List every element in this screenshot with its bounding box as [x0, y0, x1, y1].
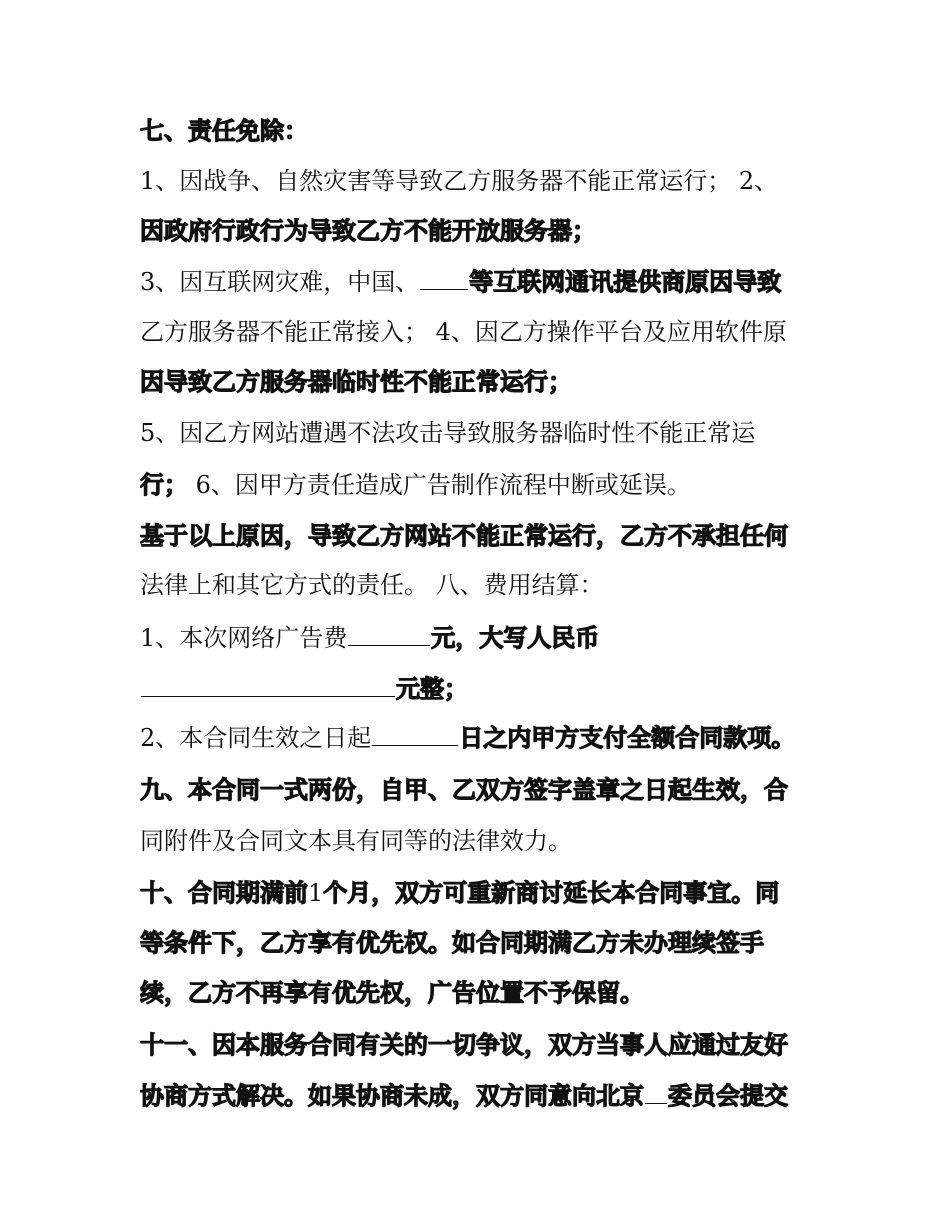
text-run: 九、本合同一式两份，自甲、乙双方签字盖章之日起生效，合 [140, 776, 788, 804]
text-run: 续，乙方不再享有优先权，广告位置不予保留。 [140, 979, 644, 1007]
clause-line [140, 875, 820, 911]
text-run: 等互联网通讯提供商原因导致 [469, 268, 782, 296]
fee-line [140, 620, 820, 656]
text-run: 个月，双方可重新商讨延长本合同事宜。同 [323, 879, 780, 907]
blank-field[interactable] [645, 1081, 667, 1104]
text-run: 协商方式解决。如果协商未成，双方同意向北京 [140, 1082, 644, 1110]
text-run: 3、因互联网灾难，中国、 [140, 268, 420, 296]
fee-line [140, 671, 820, 707]
fee-amount-field[interactable] [348, 623, 430, 646]
text-run: 十一、因本服务合同有关的一切争议，双方当事人应通过友好 [140, 1031, 788, 1059]
clause-line [140, 415, 820, 451]
text-run: 同附件及合同文本具有同等的法律效力。 [140, 827, 572, 855]
clause-line [140, 975, 820, 1011]
clause-line [140, 163, 820, 199]
text-run: 七、责任免除： [140, 117, 308, 145]
text-run: 基于以上原因，导致乙方网站不能正常运行，乙方不承担任何 [140, 522, 788, 550]
clause-line [140, 1027, 820, 1063]
text-run: 因导致乙方服务器临时性不能正常运行； [140, 368, 572, 396]
clause-line [140, 925, 820, 961]
days-field[interactable] [372, 723, 458, 746]
text-run: 因政府行政行为导致乙方不能开放服务器； [140, 217, 596, 245]
clause-line [140, 264, 820, 300]
clause-line [140, 518, 820, 554]
text-run: 十、合同期满前 [140, 879, 308, 907]
text-run: 乙方服务器不能正常接入； 4、因乙方操作平台及应用软件原 [140, 318, 787, 346]
fee-capital-field[interactable] [141, 674, 395, 697]
text-run: 行； [140, 471, 188, 499]
text-run: 1 [308, 879, 324, 907]
clause-line [140, 364, 820, 400]
text-run: 等条件下，乙方享有优先权。如合同期满乙方未办理续签手 [140, 929, 764, 957]
text-run: 元，大写人民币 [431, 624, 600, 652]
blank-field[interactable] [420, 267, 468, 290]
text-run: 委员会提交 [668, 1082, 788, 1110]
clause-line [140, 467, 820, 503]
clause-line [140, 772, 820, 808]
text-run: 2、本合同生效之日起 [140, 724, 372, 752]
text-run: 1、本次网络广告费 [140, 624, 348, 652]
clause-line [140, 1078, 820, 1114]
clause-line [140, 823, 820, 859]
text-run: 5、因乙方网站遭遇不法攻击导致服务器临时性不能正常运 [140, 419, 756, 447]
text-run: 法律上和其它方式的责任。 八、费用结算： [140, 571, 604, 599]
clause-line [140, 314, 820, 350]
clause-line [140, 567, 820, 603]
text-run: 元整； [396, 675, 468, 703]
clause-line [140, 213, 820, 249]
payment-line [140, 720, 820, 756]
text-run: 1、因战争、自然灾害等导致乙方服务器不能正常运行； 2、 [140, 167, 779, 195]
text-run: 日之内甲方支付全额合同款项。 [459, 724, 796, 752]
section-seven-heading [140, 113, 820, 149]
text-run: 6、因甲方责任造成广告制作流程中断或延误。 [188, 471, 691, 499]
